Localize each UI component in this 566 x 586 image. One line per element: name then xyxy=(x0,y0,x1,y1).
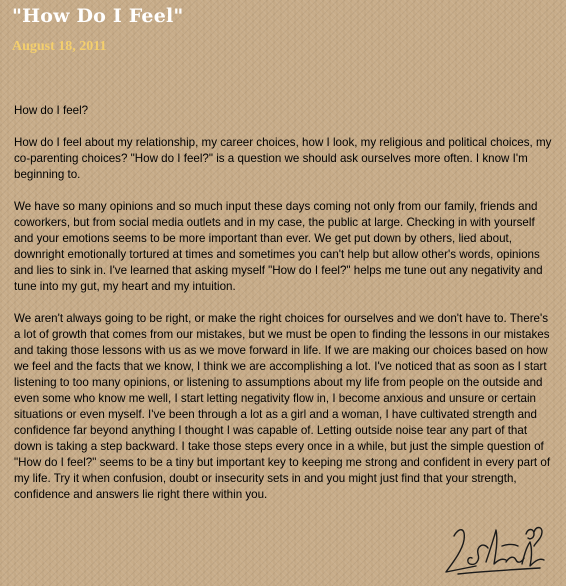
post-date: August 18, 2011 xyxy=(12,39,107,54)
post-title: "How Do I Feel" xyxy=(12,5,184,27)
post-body xyxy=(14,103,554,519)
paragraph-3: We have so many opinions and so much input these days coming not only from our family, friends and coworkers, but from social media outlets and in my case, the public at large. Checking in with yourself and your emotions seems to be more important than ever. We get put down by others, lied about, downright emotionally tortured at times and sometimes you can't help but allow other's words, opinions and lies to sink in. I've learned that asking myself "How do I feel?" helps me tune out any negativity and tune into my gut, my heart and my intuition. xyxy=(14,200,543,293)
signature-icon xyxy=(436,516,556,584)
paragraph-2: How do I feel about my relationship, my career choices, how I look, my religious and political choices, my co-parenting choices? "How do I feel?" is a question we should ask ourselves more often. I know I'm beginning to. xyxy=(14,136,552,181)
paragraph-4: We aren't always going to be right, or make the right choices for ourselves and we don't have to. There's a lot of growth that comes from our mistakes, but we must be open to finding the lessons in our mistakes and taking those lessons with us as we move forward in life. If we are making our choices based on how we feel and the facts that we know, I think we are accomplishing a lot. I've noticed that as soon as I start listening to too many opinions, or listening to assumptions about my life from people on the outside and even some who know me well, I start letting negativity flow in, I become anxious and unsure or certain situations or even myself. I've been through a lot as a girl and a woman, I have cultivated strength and confidence far beyond anything I thought I was capable of. Letting outside noise tear any part of that down is taking a step backward. I take those steps every once in a while, but just the simple question of "How do I feel?" seems to be a tiny but important key to keeping me strong and confident in every part of my life. Try it when confusion, doubt or insecurity sets in and you might just find that your strength, confidence and answers lie right there within you. xyxy=(14,312,551,501)
paragraph-1: How do I feel? xyxy=(14,104,89,117)
